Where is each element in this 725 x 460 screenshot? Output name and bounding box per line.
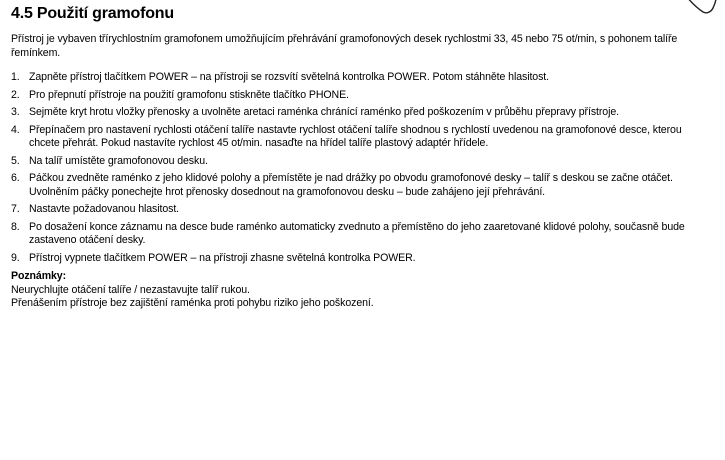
step-number: 8. (11, 220, 20, 233)
list-item (11, 155, 711, 169)
step-text: Páčkou zvedněte raménko z jeho klidové polohy a přemístěte je nad drážky po obvodu gramofonové desky – talíř s deskou se začne otáčet. Uvolněním páčky ponechejte hrot přenosky dosednout na gramofonovou desku – bude zahájeno její přehrávání. (29, 172, 673, 198)
step-text: Zapněte přístroj tlačítkem POWER – na přístroji se rozsvítí světelná kontrolka POWER. Potom stáhněte hlasitost. (29, 71, 549, 83)
step-text: Přepínačem pro nastavení rychlosti otáčení talíře nastavte rychlost otáčení talíře shodnou s rychlostí uvedenou na gramofonové desce, kterou chcete přehrát. Pokud nastavíte rychlost 45 ot/min. nasaďte na hřídel talíře plastový adaptér hřídele. (29, 123, 682, 149)
list-item (11, 71, 711, 85)
step-number: 1. (11, 71, 20, 83)
step-number: 7. (11, 203, 20, 215)
step-text: Sejměte kryt hrotu vložky přenosky a uvolněte aretaci raménka chránící raménko před poškozením v průběhu přepravy přístroje. (29, 106, 619, 118)
step-text: Na talíř umístěte gramofonovou desku. (29, 154, 208, 167)
list-item (11, 172, 711, 199)
section-heading: 4.5 Použití gramofonu (11, 5, 174, 22)
step-number: 5. (11, 154, 20, 167)
step-number: 9. (11, 251, 20, 264)
list-item (11, 203, 711, 217)
list-item (11, 106, 711, 120)
notes-block (11, 270, 701, 311)
step-number: 6. (11, 172, 20, 184)
step-number: 4. (11, 123, 20, 136)
step-text: Pro přepnutí přístroje na použití gramofonu stiskněte tlačítko PHONE. (29, 88, 349, 101)
list-item (11, 124, 711, 151)
step-number: 3. (11, 106, 20, 118)
note-line: Neurychlujte otáčení talíře / nezastavujte talíř rukou. (11, 283, 250, 296)
list-item (11, 221, 711, 248)
step-text: Po dosažení konce záznamu na desce bude raménko automaticky zvednuto a přemístěno do jeho zaaretované klidové polohy, současně bude zastaveno otáčení desky. (29, 220, 685, 246)
note-line: Přenášením přístroje bez zajištění raménka proti pohybu riziko jeho poškození. (11, 297, 374, 309)
list-item (11, 89, 711, 103)
notes-title: Poznámky: (11, 270, 67, 282)
instruction-list (11, 71, 711, 269)
step-text: Přístroj vypnete tlačítkem POWER – na přístroji zhasne světelná kontrolka POWER. (29, 251, 416, 264)
step-number: 2. (11, 88, 20, 101)
list-item (11, 252, 711, 266)
intro-paragraph: Přístroj je vybaven třírychlostním gramofonem umožňujícím přehrávání gramofonových desek rychlostmi 33, 45 nebo 75 ot/min, s pohonem talíře řemínkem. (11, 33, 678, 59)
page-corner-icon (683, 0, 719, 18)
step-text: Nastavte požadovanou hlasitost. (29, 203, 180, 215)
